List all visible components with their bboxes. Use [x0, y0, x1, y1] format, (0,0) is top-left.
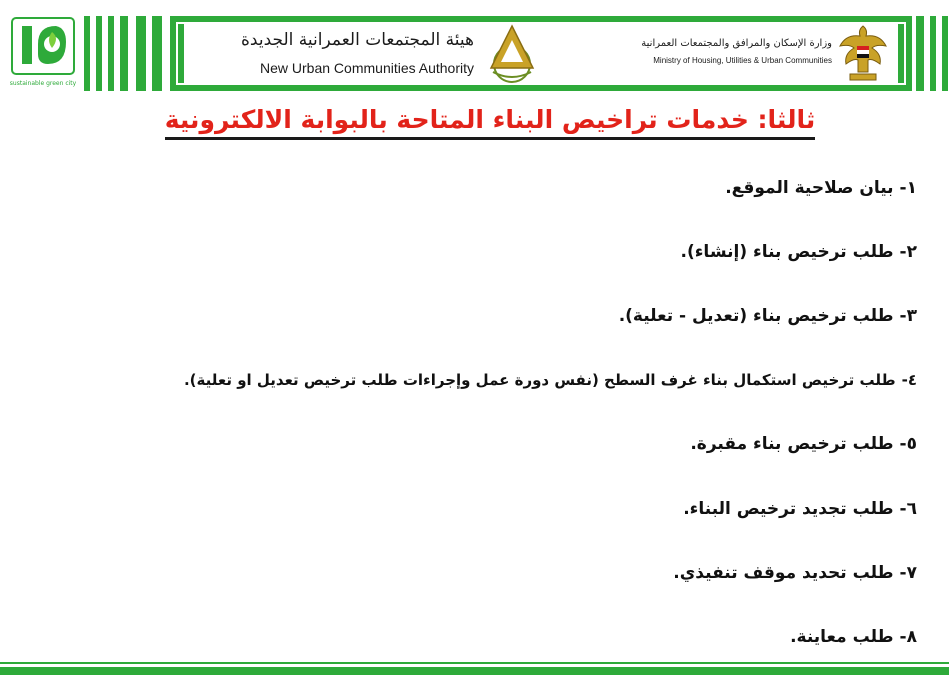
- list-item: [690, 432, 917, 456]
- list-item: [725, 176, 917, 200]
- ministry-name-arabic: وزارة الإسكان والمرافق والمجتمعات العمرانية: [641, 38, 832, 49]
- list-item-number: ٦-: [899, 499, 917, 519]
- list-item-text: طلب تحديد موقف تنفيذي.: [673, 563, 894, 583]
- list-item-number: ٣-: [899, 306, 917, 326]
- list-item: [184, 368, 917, 392]
- footer-divider: [0, 667, 949, 675]
- list-item-number: ٢-: [899, 242, 917, 262]
- list-item-text: طلب ترخيص بناء (إنشاء).: [680, 242, 894, 262]
- list-item-text: طلب ترخيص استكمال بناء غرف السطح (نفس دورة عمل وإجراءات طلب ترخيص تعديل او تعلية).: [183, 371, 896, 389]
- list-item-number: ٨-: [899, 627, 917, 647]
- authority-name-arabic: هيئة المجتمعات العمرانية الجديدة: [241, 30, 474, 50]
- list-item-number: ٥-: [899, 434, 917, 454]
- list-item-number: ٧-: [899, 563, 917, 583]
- page-title: ثالثا: خدمات تراخيص البناء المتاحة بالبوابة الالكترونية: [165, 104, 816, 140]
- list-item: [619, 304, 917, 328]
- ministry-name-english: Ministry of Housing, Utilities & Urban Communities: [653, 56, 832, 65]
- list-item-text: طلب ترخيص بناء (تعديل - تعلية).: [618, 306, 894, 326]
- list-item: [790, 625, 917, 649]
- footer-divider-thin: [0, 662, 949, 664]
- list-item-number: ٤-: [901, 371, 917, 389]
- list-item-number: ١-: [899, 178, 917, 198]
- list-item: [673, 561, 917, 585]
- list-item-text: طلب تجديد ترخيص البناء.: [683, 499, 894, 519]
- authority-name-english: New Urban Communities Authority: [260, 60, 474, 76]
- list-item-text: بيان صلاحية الموقع.: [725, 178, 894, 198]
- list-item: [683, 497, 917, 521]
- green-city-caption: sustainable green city: [9, 80, 77, 87]
- list-item: [681, 240, 917, 264]
- list-item-text: طلب معاينة.: [790, 627, 894, 647]
- list-item-text: طلب ترخيص بناء مقبرة.: [690, 434, 894, 454]
